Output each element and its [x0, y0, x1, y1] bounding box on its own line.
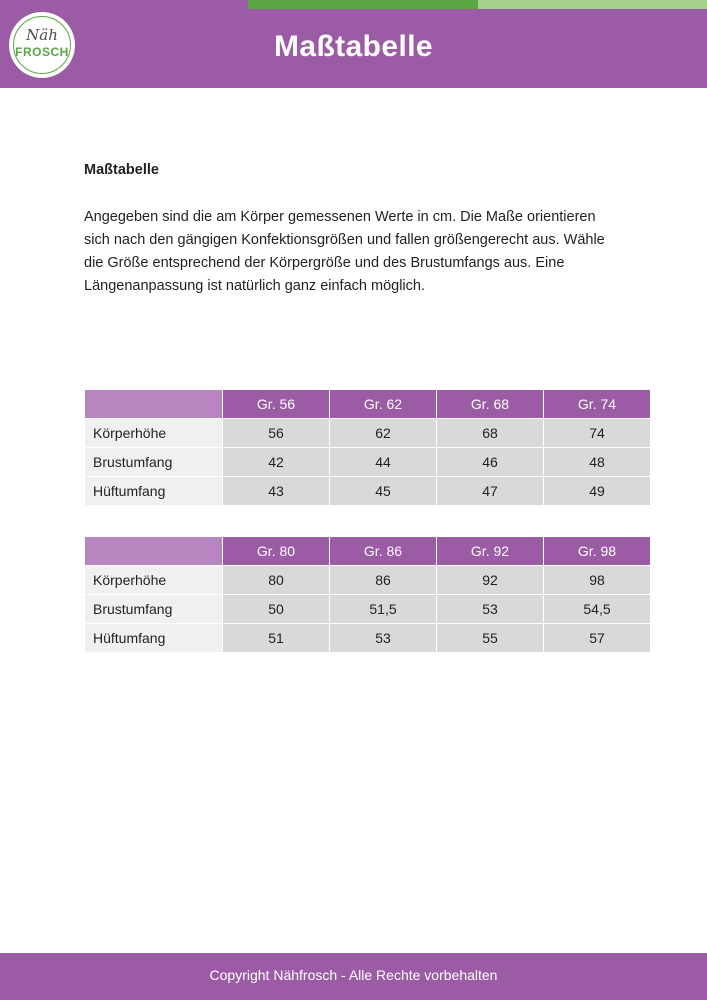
table-cell: 48 [544, 448, 651, 477]
row-label: Körperhöhe [85, 419, 223, 448]
page-title: Maßtabelle [273, 30, 434, 63]
table-cell: 55 [437, 624, 544, 653]
row-label: Hüftumfang [85, 477, 223, 506]
row-label: Brustumfang [85, 595, 223, 624]
table-row [85, 595, 651, 624]
column-header: Gr. 56 [223, 390, 330, 419]
table-cell: 86 [330, 566, 437, 595]
table-cell: 51,5 [330, 595, 437, 624]
column-header: Gr. 74 [544, 390, 651, 419]
intro-paragraph: Angegeben sind die am Körper gemessenen Werte in cm. Die Maße orientieren sich nach den gängigen Konfektionsgrößen und fallen größengerecht aus. Wähle die Größe entsprechend der Körpergröße und des Brustumfangs aus. Eine Längenanpassung ist natürlich ganz einfach möglich. [84, 209, 605, 294]
table-cell: 42 [223, 448, 330, 477]
intro-text [84, 206, 614, 298]
column-header: Gr. 86 [330, 537, 437, 566]
header-accent-stripes [248, 0, 707, 9]
table-cell: 45 [330, 477, 437, 506]
table-cell: 46 [437, 448, 544, 477]
table-header-row [85, 390, 651, 419]
size-table-1 [84, 389, 651, 506]
table-cell: 98 [544, 566, 651, 595]
table-cell: 53 [437, 595, 544, 624]
logo-script-text: Näh [26, 26, 58, 44]
column-header: Gr. 62 [330, 390, 437, 419]
column-header: Gr. 98 [544, 537, 651, 566]
table-cell: 57 [544, 624, 651, 653]
table-header-row [85, 537, 651, 566]
page-footer [0, 953, 707, 1000]
table-cell: 49 [544, 477, 651, 506]
table-row [85, 566, 651, 595]
table-cell: 62 [330, 419, 437, 448]
size-table-2-head [85, 537, 651, 566]
row-label: Körperhöhe [85, 566, 223, 595]
column-header: Gr. 68 [437, 390, 544, 419]
table-cell: 44 [330, 448, 437, 477]
table-row [85, 448, 651, 477]
column-header: Gr. 80 [223, 537, 330, 566]
table-row [85, 477, 651, 506]
table-cell: 68 [437, 419, 544, 448]
table-cell: 47 [437, 477, 544, 506]
table-cell: 74 [544, 419, 651, 448]
table-cell: 54,5 [544, 595, 651, 624]
table-cell: 92 [437, 566, 544, 595]
size-table-2-body [85, 566, 651, 653]
table-cell: 50 [223, 595, 330, 624]
table-corner-cell [85, 390, 223, 419]
section-heading: Maßtabelle [84, 162, 159, 178]
table-row [85, 419, 651, 448]
table-cell: 56 [223, 419, 330, 448]
table-cell: 43 [223, 477, 330, 506]
size-table-1-body [85, 419, 651, 506]
table-row [85, 624, 651, 653]
size-table-2 [84, 536, 651, 653]
table-cell: 51 [223, 624, 330, 653]
stripe-green-dark [248, 0, 478, 9]
row-label: Hüftumfang [85, 624, 223, 653]
footer-copyright: Copyright Nähfrosch - Alle Rechte vorbehalten [209, 967, 498, 983]
row-label: Brustumfang [85, 448, 223, 477]
logo-brand-text: FROSCH [15, 45, 69, 59]
table-cell: 53 [330, 624, 437, 653]
size-table-1-head [85, 390, 651, 419]
table-cell: 80 [223, 566, 330, 595]
column-header: Gr. 92 [437, 537, 544, 566]
stripe-green-light [478, 0, 707, 9]
table-corner-cell [85, 537, 223, 566]
page-header [0, 0, 707, 88]
